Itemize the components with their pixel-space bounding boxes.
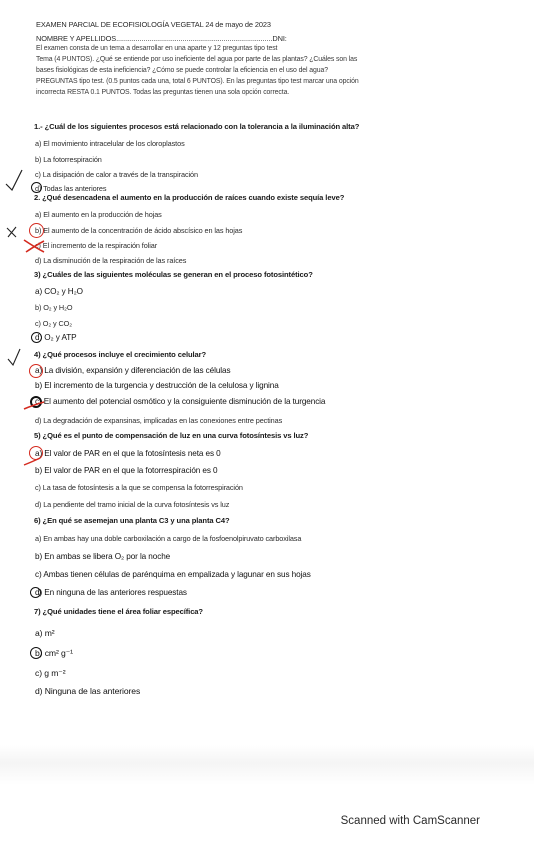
- q6-answer-circle: [30, 587, 41, 598]
- q3-check-mark-icon: [6, 347, 22, 367]
- question-4-title: 4) ¿Qué procesos incluye el crecimiento celular?: [34, 350, 207, 359]
- q3-option-b: b) O₂ y H₂O: [35, 303, 73, 312]
- q4-red-underline-mark-icon: [22, 400, 46, 412]
- q3-option-d: d) O₂ y ATP: [35, 333, 77, 342]
- essay-topic-line-2: bases fisiológicas de esta ineficiencia? ¿Cómo se puede controlar la eficiencia en el uso del agua?: [36, 67, 328, 74]
- q7-answer-circle: [30, 647, 42, 659]
- q2-option-b: b) El aumento de la concentración de ácido abscísico en las hojas: [35, 226, 243, 235]
- q4-red-circle: [29, 364, 43, 378]
- q2-red-circle: [29, 223, 44, 238]
- q4-option-d: d) La degradación de expansinas, implicadas en las conexiones entre pectinas: [35, 416, 283, 425]
- q5-option-a: a) El valor de PAR en el que la fotosíntesis neta es 0: [35, 449, 221, 458]
- q1-option-c: c) La disipación de calor a través de la transpiración: [35, 170, 198, 179]
- q7-option-d: d) Ninguna de las anteriores: [35, 686, 141, 696]
- scan-shadow-band: [0, 745, 534, 785]
- name-dni-line: NOMBRE Y APELLIDOS................................................................................DNI:: [36, 34, 287, 43]
- question-1-title: 1.- ¿Cuál de los siguientes procesos está relacionado con la tolerancia a la iluminación alta?: [34, 122, 360, 131]
- q5-red-tick-mark-icon: [22, 456, 42, 468]
- scanner-watermark: Scanned with CamScanner: [340, 815, 480, 827]
- q6-option-d: d) En ninguna de las anteriores respuestas: [35, 588, 187, 597]
- essay-topic-line-1: Tema (4 PUNTOS). ¿Qué se entiende por uso ineficiente del agua por parte de las plantas? ¿Cuáles son las: [36, 56, 358, 63]
- q4-option-a: a) La división, expansión y diferenciación de las células: [35, 366, 231, 375]
- exam-title: EXAMEN PARCIAL DE ECOFISIOLOGÍA VEGETAL 24 de mayo de 2023: [36, 20, 271, 29]
- q1-option-a: a) El movimiento intracelular de los cloroplastos: [35, 139, 185, 148]
- q1-option-d: d) Todas las anteriores: [35, 184, 107, 193]
- q6-option-c: c) Ambas tienen células de parénquima en empalizada y lagunar en sus hojas: [35, 570, 311, 579]
- q3-option-a: a) CO₂ y H₂O: [35, 287, 83, 296]
- question-6-title: 6) ¿En qué se asemejan una planta C3 y una planta C4?: [34, 516, 230, 525]
- q2-option-a: a) El aumento en la producción de hojas: [35, 210, 162, 219]
- q1-option-b: b) La fotorrespiración: [35, 155, 102, 164]
- question-5-title: 5) ¿Qué es el punto de compensación de luz en una curva fotosíntesis vs luz?: [34, 431, 309, 440]
- q3-answer-circle: [31, 332, 42, 343]
- q5-option-b: b) El valor de PAR en el que la fotorrespiración es 0: [35, 466, 218, 475]
- q2-option-c: c) El incremento de la respiración foliar: [35, 241, 158, 250]
- q2-cross-mark-icon: [4, 224, 20, 240]
- test-instructions-line-1: PREGUNTAS tipo test. (0.5 puntos cada una, total 6 PUNTOS). En las preguntas tipo test marcar una opción: [36, 78, 359, 85]
- q6-option-b: b) En ambas se libera O₂ por la noche: [35, 552, 171, 561]
- question-2-title: 2. ¿Qué desencadena el aumento en la producción de raíces cuando existe sequía leve?: [34, 193, 345, 202]
- question-3-title: 3) ¿Cuáles de las siguientes moléculas se generan en el proceso fotosintético?: [34, 270, 313, 279]
- q3-option-c: c) O₂ y CO₂: [35, 319, 72, 328]
- q4-option-b: b) El incremento de la turgencia y destrucción de la celulosa y lignina: [35, 381, 279, 390]
- q6-option-a: a) En ambas hay una doble carboxilación a cargo de la fosfoenolpiruvato carboxilasa: [35, 534, 302, 543]
- q2-option-d: d) La disminución de la respiración de las raíces: [35, 256, 187, 265]
- q7-option-b: b) cm² g⁻¹: [35, 648, 73, 658]
- q7-option-a: a) m²: [35, 628, 55, 638]
- q1-check-mark-icon: [4, 168, 24, 192]
- q7-option-c: c) g m⁻²: [35, 668, 66, 678]
- q1-answer-circle: [31, 182, 42, 193]
- q2-red-cross-mark-icon: [22, 238, 46, 254]
- exam-structure-note: El examen consta de un tema a desarrollar en una aparte y 12 preguntas tipo test: [36, 45, 278, 52]
- q5-option-d: d) La pendiente del tramo inicial de la curva fotosíntesis vs luz: [35, 500, 230, 509]
- test-instructions-line-2: incorrecta RESTA 0.1 PUNTOS. Todas las preguntas tienen una sola opción correcta.: [36, 89, 290, 96]
- question-7-title: 7) ¿Qué unidades tiene el área foliar específica?: [34, 607, 203, 616]
- q4-option-c: c) El aumento del potencial osmótico y la consiguiente disminución de la turgencia: [35, 397, 326, 406]
- q5-option-c: c) La tasa de fotosíntesis a la que se compensa la fotorrespiración: [35, 483, 243, 492]
